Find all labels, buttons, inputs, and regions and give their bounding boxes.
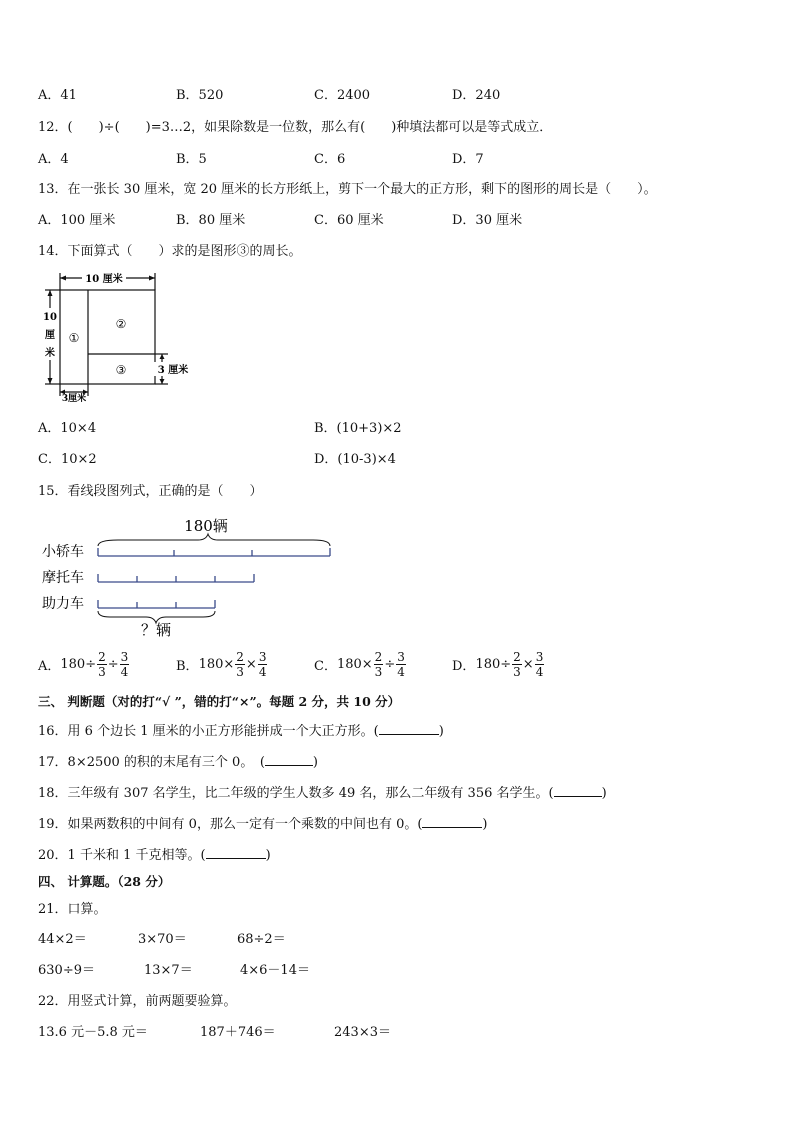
q13-option-c[interactable]: C．60 厘米 — [314, 213, 384, 228]
q17-close: ) — [312, 755, 318, 770]
q15-c-frac1 — [374, 650, 384, 679]
q20-answer-blank[interactable] — [206, 846, 266, 859]
q16-text: 16．用 6 个边长 1 厘米的小正方形能拼成一个大正方形。( — [38, 724, 379, 739]
figure-top-label: 10 厘米 — [85, 274, 123, 285]
q15-stem: 15．看线段图列式，正确的是（ ） — [38, 484, 263, 499]
q12-stem: 12．( )÷( )=3…2，如果除数是一位数，那么有( )种填法都可以是等式成立． — [38, 120, 553, 135]
q16 — [38, 720, 444, 739]
q15-a-letter: A． — [38, 659, 61, 674]
q21-item-1: 44×2＝ — [38, 932, 87, 947]
q11-option-a[interactable]: A．41 — [38, 88, 77, 103]
q15-b-op: × — [245, 657, 257, 672]
q22-stem: 22．用竖式计算，前两题要验算。 — [38, 994, 237, 1009]
figure-region-2: ② — [115, 317, 127, 331]
q22-item-1: 13.6 元－5.8 元＝ — [38, 1025, 148, 1040]
q21-stem: 21．口算。 — [38, 902, 107, 917]
q22-item-2: 187＋746＝ — [200, 1025, 276, 1040]
q18-answer-blank[interactable] — [554, 784, 602, 797]
q19 — [38, 813, 488, 832]
q15-option-b[interactable] — [176, 650, 268, 679]
q15-option-a[interactable] — [38, 650, 130, 679]
q15-d-frac2-num: 3 — [535, 650, 544, 664]
q15-c-frac1-num: 2 — [374, 650, 383, 664]
q15-a-frac2-num: 3 — [120, 650, 129, 664]
q21-item-4: 630÷9＝ — [38, 963, 95, 978]
q21-item-3: 68÷2＝ — [237, 932, 286, 947]
q21-item-5: 13×7＝ — [144, 963, 193, 978]
q15-a-frac1-num: 2 — [98, 650, 106, 664]
q19-close: ) — [482, 817, 488, 832]
q19-text: 19．如果两数积的中间有 0，那么一定有一个乘数的中间也有 0。( — [38, 817, 423, 832]
q13-option-d[interactable]: D．30 厘米 — [452, 213, 523, 228]
figure-bottom-label: 3厘米 — [61, 394, 87, 402]
diagram-row-car-label: 小轿车 — [42, 544, 84, 560]
diagram-row-moped-label: 助力车 — [42, 596, 84, 612]
q11-option-d[interactable]: D．240 — [452, 88, 501, 103]
q20-text: 20．1 千米和 1 千克相等。( — [38, 848, 206, 863]
q16-answer-blank[interactable] — [379, 722, 439, 735]
q18-text: 18．三年级有 307 名学生，比二年级的学生人数多 49 名，那么二年级有 356 名学生。( — [38, 786, 554, 801]
q14-option-a[interactable]: A．10×4 — [38, 421, 97, 436]
figure-left-label-1: 厘 — [45, 330, 55, 341]
q21-item-2: 3×70＝ — [138, 932, 187, 947]
q15-b-frac2 — [258, 650, 268, 679]
q19-answer-blank[interactable] — [422, 815, 482, 828]
figure-region-3: ③ — [115, 363, 127, 377]
section-4-title: 四、 计算题。（28 分） — [38, 874, 171, 889]
q15-option-c[interactable] — [314, 650, 407, 679]
q20 — [38, 844, 271, 863]
figure-left-label-2: 米 — [45, 348, 55, 359]
q11-option-b[interactable]: B．520 — [176, 88, 224, 103]
q12-option-a[interactable]: A．4 — [38, 152, 69, 167]
q14-figure — [38, 268, 198, 402]
q15-d-frac1-den: 3 — [513, 665, 521, 679]
q15-d-letter: D． — [452, 659, 476, 674]
figure-region-1: ① — [68, 331, 80, 345]
q12-option-b[interactable]: B．5 — [176, 152, 207, 167]
q15-c-frac2-den: 4 — [397, 665, 405, 679]
q17-answer-blank[interactable] — [265, 753, 313, 766]
q12-option-d[interactable]: D．7 — [452, 152, 484, 167]
section-3-title: 三、 判断题（对的打“√ ”，错的打“×”。每题 2 分，共 10 分） — [38, 694, 401, 709]
q14-option-c[interactable]: C．10×2 — [38, 452, 97, 467]
q14-option-b[interactable]: B．(10+3)×2 — [314, 421, 402, 436]
q17-text: 17．8×2500 的积的末尾有三个 0。 ( — [38, 755, 265, 770]
diagram-question-label: ？辆 — [140, 621, 172, 639]
q15-c-frac1-den: 3 — [374, 665, 383, 679]
q15-d-frac2-den: 4 — [535, 665, 544, 679]
q15-b-lead: 180× — [198, 657, 235, 672]
q22-item-3: 243×3＝ — [334, 1025, 391, 1040]
q15-d-frac1-num: 2 — [513, 650, 521, 664]
q15-option-d[interactable] — [452, 650, 545, 679]
q17 — [38, 751, 318, 770]
q14-option-d[interactable]: D．(10-3)×4 — [314, 452, 396, 467]
q16-close: ) — [438, 724, 444, 739]
diagram-top-brace — [98, 534, 330, 546]
q15-b-frac2-den: 4 — [258, 665, 267, 679]
q12-option-c[interactable]: C．6 — [314, 152, 346, 167]
q18-close: ) — [601, 786, 607, 801]
q15-b-frac1-den: 3 — [236, 665, 244, 679]
q15-b-frac1-num: 2 — [236, 650, 244, 664]
q15-segment-diagram — [38, 510, 338, 640]
q13-stem: 13．在一张长 30 厘米，宽 20 厘米的长方形纸上，剪下一个最大的正方形，剩下的图形的周长是（ ）。 — [38, 182, 657, 197]
q13-option-b[interactable]: B．80 厘米 — [176, 213, 246, 228]
q13-option-a[interactable]: A．100 厘米 — [38, 213, 116, 228]
q20-close: ) — [265, 848, 271, 863]
figure-left-label-num: 10 — [43, 312, 57, 323]
q15-d-frac2 — [535, 650, 545, 679]
q15-a-lead: 180÷ — [60, 657, 97, 672]
q15-a-frac1-den: 3 — [98, 665, 106, 679]
q15-c-frac2-num: 3 — [397, 650, 405, 664]
q15-a-frac2 — [120, 650, 130, 679]
q15-a-frac1 — [97, 650, 107, 679]
figure-right-label: 3 厘米 — [157, 365, 189, 376]
q15-c-frac2 — [396, 650, 406, 679]
diagram-row-motorcycle-label: 摩托车 — [42, 570, 84, 586]
q15-a-op: ÷ — [107, 657, 119, 672]
q15-d-op: × — [522, 657, 534, 672]
q15-d-lead: 180÷ — [475, 657, 512, 672]
q15-a-frac2-den: 4 — [120, 665, 129, 679]
q15-d-frac1 — [512, 650, 522, 679]
q15-b-frac1 — [235, 650, 245, 679]
q21-item-6: 4×6－14＝ — [240, 963, 310, 978]
q15-c-letter: C． — [314, 659, 337, 674]
q15-b-frac2-num: 3 — [258, 650, 267, 664]
q18 — [38, 782, 607, 801]
q15-b-letter: B． — [176, 659, 199, 674]
diagram-total-label: 180辆 — [184, 517, 228, 535]
q14-stem: 14．下面算式（ ）求的是图形③的周长。 — [38, 244, 302, 259]
q11-option-c[interactable]: C．2400 — [314, 88, 371, 103]
q15-c-op: ÷ — [384, 657, 396, 672]
q15-c-lead: 180× — [336, 657, 373, 672]
